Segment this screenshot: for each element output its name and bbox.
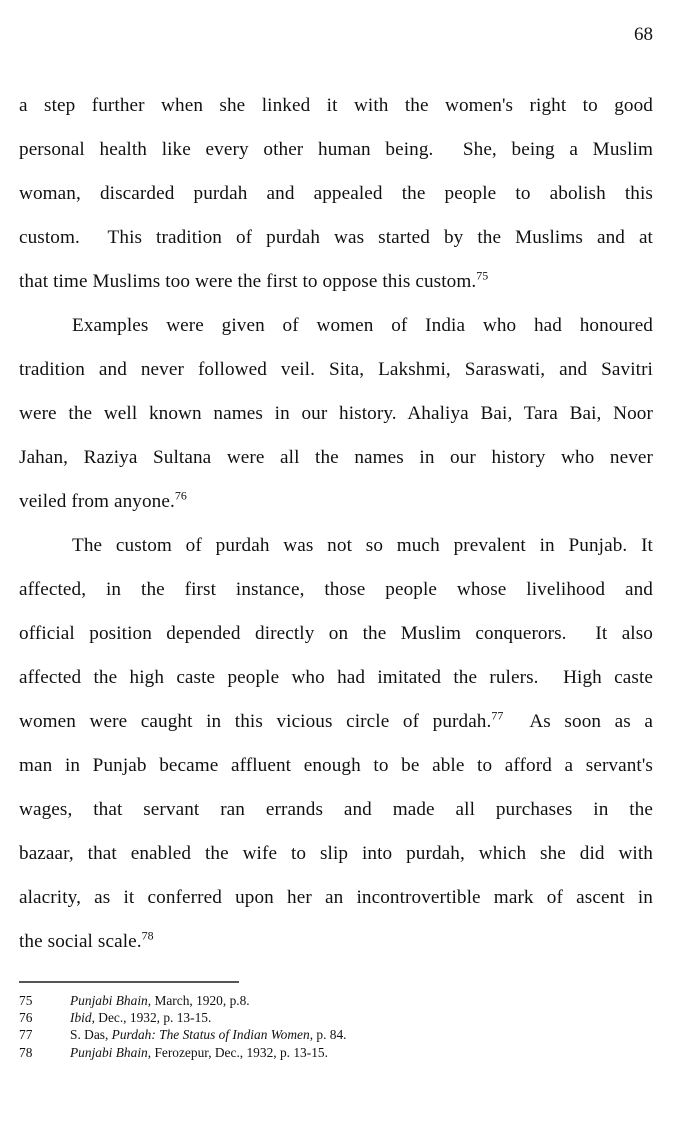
footnote-marker-77[interactable]: 77 (491, 708, 504, 723)
text-line: a step further when she linked it with the women's right to good (19, 95, 653, 116)
paragraph-1 (19, 84, 653, 304)
footnote-marker-75[interactable]: 75 (476, 268, 489, 283)
footnote-rest: , Ferozepur, Dec., 1932, p. 13-15. (147, 1044, 328, 1060)
footnote-marker-76[interactable]: 76 (174, 488, 187, 503)
footnote-marker-78[interactable]: 78 (141, 928, 154, 943)
footnote-list (19, 992, 653, 1061)
text-line (19, 260, 653, 304)
footnote-title: Purdah: The Status of Indian Women (111, 1027, 310, 1043)
footnote-number: 76 (19, 1010, 33, 1026)
footnote-item (19, 1044, 653, 1061)
footnote-number: 78 (19, 1044, 33, 1060)
text-line: alacrity, as it conferred upon her an incontrovertible mark of ascent in (19, 887, 653, 908)
text-line (19, 920, 653, 964)
footnote-text (70, 1026, 653, 1043)
footnote-text (70, 992, 653, 1009)
footnote-item (19, 1026, 653, 1043)
text-line-content: the social scale. (19, 931, 142, 952)
footnote-number: 75 (19, 993, 33, 1008)
text-line: bazaar, that enabled the wife to slip into purdah, which she did with (19, 843, 653, 864)
footnote-title: Punjabi Bhain (70, 1044, 148, 1060)
text-line: official position depended directly on the Muslim conquerors. It also (19, 623, 653, 644)
footnote-rest: , p. 84. (309, 1027, 347, 1043)
body-text (19, 84, 653, 964)
text-line: affected the high caste people who had imitated the rulers. High caste (19, 667, 653, 688)
text-line: Jahan, Raziya Sultana were all the names in our history who never (19, 447, 653, 468)
text-line-content: veiled from anyone. (19, 491, 175, 512)
text-line (19, 480, 653, 524)
footnote-text (70, 1009, 653, 1026)
footnote-rest: , Dec., 1932, p. 13-15. (91, 1010, 212, 1026)
text-line: affected, in the first instance, those people whose livelihood and (19, 579, 653, 600)
text-line: The custom of purdah was not so much prevalent in Punjab. It (72, 535, 653, 556)
footnote-text (70, 1044, 653, 1061)
text-line-content: As soon as a (503, 711, 653, 732)
paragraph-2 (19, 304, 653, 524)
footnote-rest: , March, 1920, p.8. (147, 993, 250, 1008)
footnote-title: Ibid (70, 1010, 92, 1026)
text-line: wages, that servant ran errands and made all purchases in the (19, 799, 653, 820)
footnote-item (19, 1009, 653, 1026)
text-line: custom. This tradition of purdah was started by the Muslims and at (19, 227, 653, 248)
text-line (19, 700, 653, 744)
footnote-prefix: S. Das, (70, 1027, 112, 1043)
text-line-content: women were caught in this vicious circle of purdah. (19, 711, 492, 732)
text-line: Examples were given of women of India who had honoured (72, 315, 653, 336)
footnote-separator-rule (19, 981, 239, 983)
footnote-number: 77 (19, 1027, 33, 1043)
footnote-item (19, 992, 653, 1009)
text-line: personal health like every other human being. She, being a Muslim (19, 139, 653, 160)
footnote-title: Punjabi Bhain (70, 993, 148, 1008)
text-line: were the well known names in our history. Ahaliya Bai, Tara Bai, Noor (19, 403, 653, 424)
text-line: man in Punjab became affluent enough to be able to afford a servant's (19, 755, 653, 776)
paragraph-3 (19, 524, 653, 964)
page-number: 68 (634, 24, 653, 45)
text-line: woman, discarded purdah and appealed the people to abolish this (19, 183, 653, 204)
text-line-content: that time Muslims too were the first to oppose this custom. (19, 271, 477, 292)
text-line: tradition and never followed veil. Sita, Lakshmi, Saraswati, and Savitri (19, 359, 653, 380)
